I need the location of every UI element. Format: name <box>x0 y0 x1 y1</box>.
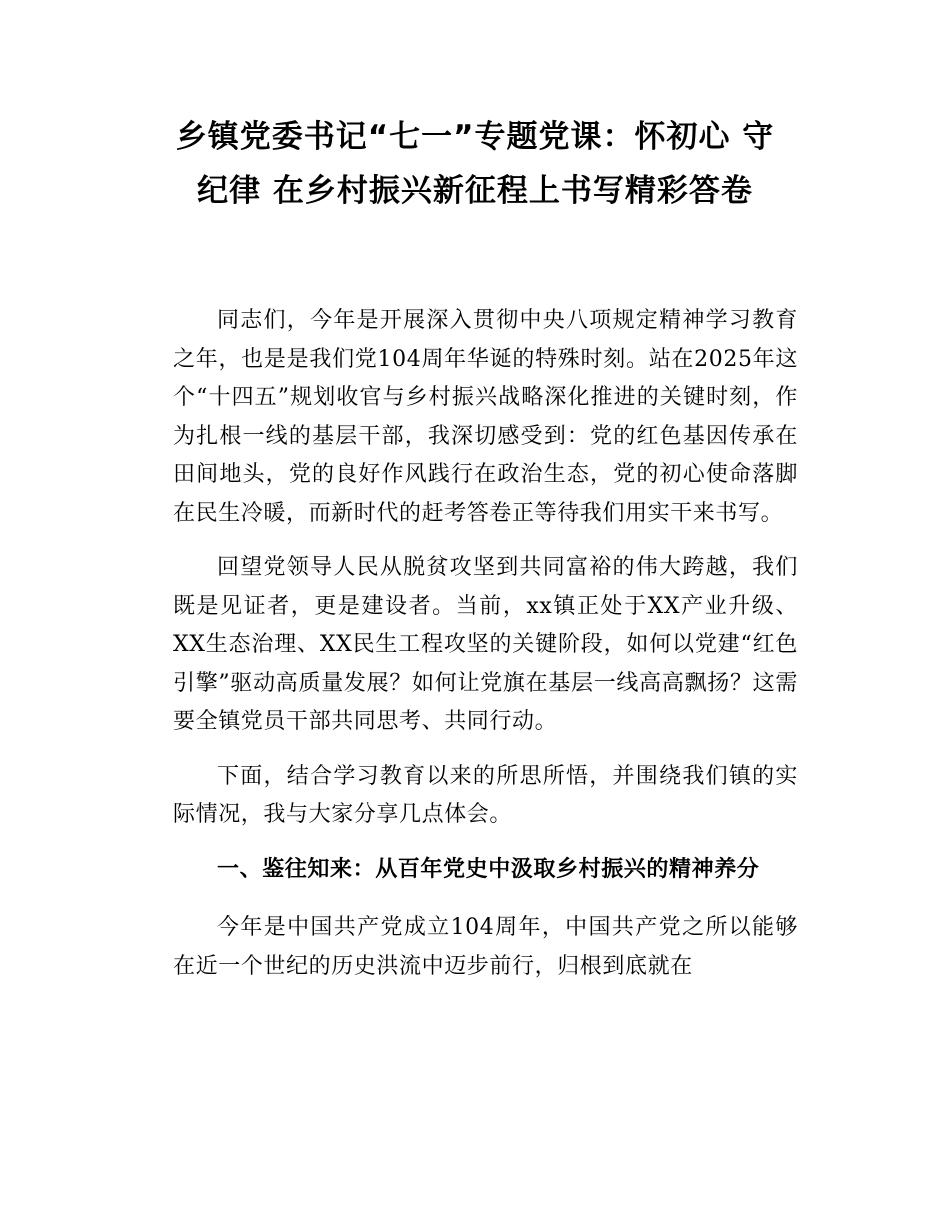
paragraph-opening: 同志们，今年是开展深入贯彻中央八项规定精神学习教育之年，也是是我们党104周年华诞的特殊时刻。站在2025年这个“十四五”规划收官与乡村振兴战略深化推进的关键时刻，作为扎根一线的基层干部，我深切感受到：党的红色基因传承在田间地头，党的良好作风践行在政治生态，党的初心使命落脚在民生冷暖，而新时代的赶考答卷正等待我们用实干来书写。 <box>173 308 798 526</box>
paragraph-review: 回望党领导人民从脱贫攻坚到共同富裕的伟大跨越，我们既是见证者，更是建设者。当前，xx镇正处于XX产业升级、XX生态治理、XX民生工程攻坚的关键阶段，如何以党建“红色引擎”驱动高质量发展？如何让党旗在基层一线高高飘扬？这需要全镇党员干部共同思考、共同行动。 <box>173 555 798 734</box>
document-title <box>130 110 820 218</box>
document-body <box>173 302 798 1002</box>
section-1-paragraph: 今年是中国共产党成立104周年，中国共产党之所以能够在近一个世纪的历史洪流中迈步前行，归根到底就在 <box>173 915 798 979</box>
section-heading-1: 一、鉴往知来：从百年党史中汲取乡村振兴的精神养分 <box>217 856 760 882</box>
paragraph-intro: 下面，结合学习教育以来的所思所悟，并围绕我们镇的实际情况，我与大家分享几点体会。 <box>173 763 798 827</box>
title-line-2: 纪律 在乡村振兴新征程上书写精彩答卷 <box>197 173 753 209</box>
title-line-1: 乡镇党委书记“七一”专题党课：怀初心 守 <box>175 119 775 155</box>
